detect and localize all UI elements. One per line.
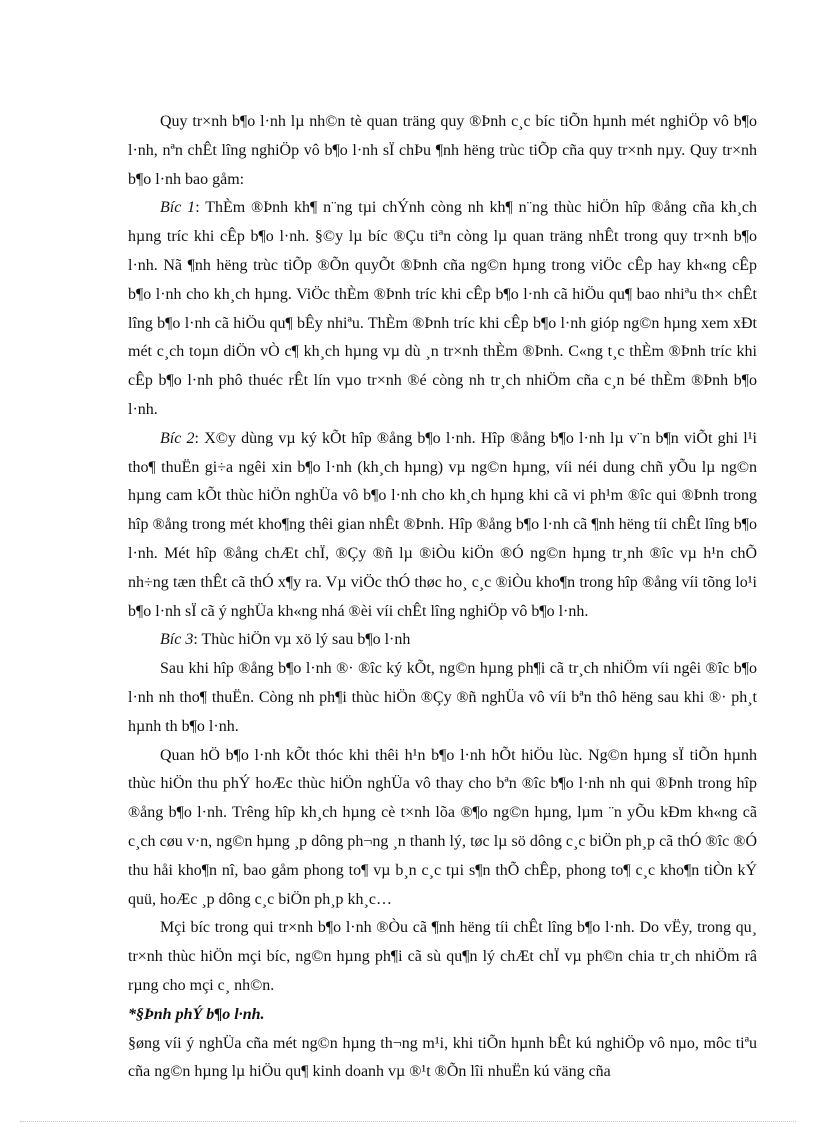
paragraph-guarantee-end — [128, 742, 757, 915]
section-heading: *§Þnh phÝ b¶o l·nh. — [128, 1005, 265, 1023]
paragraph-text: Quy tr×nh b¶o l·nh lµ nh©n tè quan träng quy ®Þnh c¸c bíc tiÕn hµnh mét nghiÖp vô b¶o l·nh, nªn chÊt lîng nghiÖp vô b¶o l·nh sÏ chÞu ¶nh hëng trùc tiÕp cña quy tr×nh nµy. Quy tr×nh b¶o l·nh bao gåm: — [128, 113, 757, 188]
paragraph-text: Sau khi hîp ®ång b¶o l·nh ®· ®îc ký kÕt, ng©n hµng ph¶i cã tr¸ch nhiÖm víi ngêi ®îc b¶o l·nh nh tho¶ thuËn. Còng nh ph¶i thùc hiÖn ®Çy ®ñ nghÜa vô víi bªn thô hëng sau khi ®· ph¸t hµnh th b¶o l·nh. — [128, 660, 757, 735]
step-label: Bíc 2 — [160, 429, 195, 447]
paragraph-closing — [128, 1030, 757, 1088]
paragraph-text: : Thùc hiÖn vµ xö lý sau b¶o l·nh — [193, 631, 411, 649]
paragraph-step-3 — [128, 626, 757, 655]
paragraph-text: : X©y dùng vµ ký kÕt hîp ®ång b¶o l·nh. Hîp ®ång b¶o l·nh lµ v¨n b¶n viÕt ghi l¹i tho¶ thuËn gi÷a ngêi xin b¶o l·nh (kh¸ch hµng) vµ ng©n hµng, víi néi dung chñ yÕu lµ ng©n hµng cam kÕt thùc hiÖn nghÜa vô b¶o l·nh cho kh¸ch hµng khi cã vi ph¹m ®îc qui ®Þnh trong hîp ®ång trong mét kho¶ng thêi gian nhÊt ®Þnh. Hîp ®ång b¶o l·nh cã ¶nh hëng tíi chÊt lîng b¶o l·nh. Mét hîp ®ång chÆt chÏ, ®Çy ®ñ lµ ®iÒu kiÖn ®Ó ng©n hµng tr¸nh ®îc vµ h¹n chÕ nh÷ng tæn thÊt cã thÓ x¶y ra. Vµ viÖc thÓ thøc ho¸ c¸c ®iÒu kho¶n trong hîp ®ång víi tõng lo¹i b¶o l·nh sÏ cã ý nghÜa kh«ng nhá ®èi víi chÊt lîng nghiÖp vô b¶o l·nh. — [128, 429, 757, 620]
step-label: Bíc 3 — [160, 631, 194, 649]
page-bottom-divider — [20, 1121, 796, 1122]
paragraph-after-contract — [128, 655, 757, 741]
document-body — [128, 108, 757, 1087]
paragraph-text: Quan hÖ b¶o l·nh kÕt thóc khi thêi h¹n b¶o l·nh hÕt hiÖu lùc. Ng©n hµng sÏ tiÕn hµnh thùc hiÖn thu phÝ hoÆc thùc hiÖn nghÜa vô thay cho bªn ®îc b¶o l·nh nh qui ®Þnh trong hîp ®ång b¶o l·nh. Trêng hîp kh¸ch hµng cè t×nh lõa ®¶o ng©n hµng, lµm ¨n yÕu kÐm kh«ng cã c¸ch cøu v·n, ng©n hµng ¸p dông ph¬ng ¸n thanh lý, tøc lµ sö dông c¸c biÖn ph¸p cã thÓ ®îc ®Ó thu håi kho¶n nî, bao gåm phong to¶ vµ b¸n c¸c tµi s¶n thÕ chÊp, phong to¶ c¸c kho¶n tiÒn kÝ quü, hoÆc ¸p dông c¸c biÖn ph¸p kh¸c… — [128, 746, 757, 908]
paragraph-text: Mçi bíc trong qui tr×nh b¶o l·nh ®Òu cã ¶nh hëng tíi chÊt lîng b¶o l·nh. Do vËy, trong qu¸ tr×nh thùc hiÖn mçi bíc, ng©n hµng ph¶i cã sù qu¶n lý chÆt chÏ vµ ph©n chia tr¸ch nhiÖm râ rµng cho mçi c¸ nh©n. — [128, 919, 757, 994]
step-label: Bíc 1 — [160, 199, 196, 217]
paragraph-step-1 — [128, 194, 757, 424]
paragraph-each-step — [128, 914, 757, 1000]
paragraph-step-2 — [128, 425, 757, 627]
paragraph-text: : ThÈm ®Þnh kh¶ n¨ng tµi chÝnh còng nh kh¶ n¨ng thùc hiÖn hîp ®ång cña kh¸ch hµng tríc khi cÊp b¶o l·nh. §©y lµ bíc ®Çu tiªn còng lµ quan träng nhÊt trong quy tr×nh b¶o l·nh. Nã ¶nh hëng trùc tiÕp ®Õn quyÕt ®Þnh cña ng©n hµng trong viÖc cÊp hay kh«ng cÊp b¶o l·nh cho kh¸ch hµng. ViÖc thÈm ®Þnh tríc khi cÊp b¶o l·nh cã hiÖu qu¶ bao nhiªu th× chÊt lîng b¶o l·nh cã hiÖu qu¶ bÊy nhiªu. ThÈm ®Þnh tríc khi cÊp b¶o l·nh gióp ng©n hµng xem xÐt mét c¸ch toµn diÖn vÒ c¶ kh¸ch hµng vµ dù ¸n tr×nh thÈm ®Þnh. C«ng t¸c thÈm ®Þnh tríc khi cÊp b¶o l·nh phô thuéc rÊt lín vµo tr×nh ®é còng nh tr¸ch nhiÖm cña c¸n bé thÈm ®Þnh b¶o l·nh. — [128, 199, 758, 418]
paragraph-text: §øng víi ý nghÜa cña mét ng©n hµng th¬ng m¹i, khi tiÕn hµnh bÊt kú nghiÖp vô nµo, môc tiªu cña ng©n hµng lµ hiÖu qu¶ kinh doanh vµ ®¹t ®Õn lîi nhuËn kú väng cña — [128, 1034, 757, 1081]
paragraph-intro — [128, 108, 757, 194]
